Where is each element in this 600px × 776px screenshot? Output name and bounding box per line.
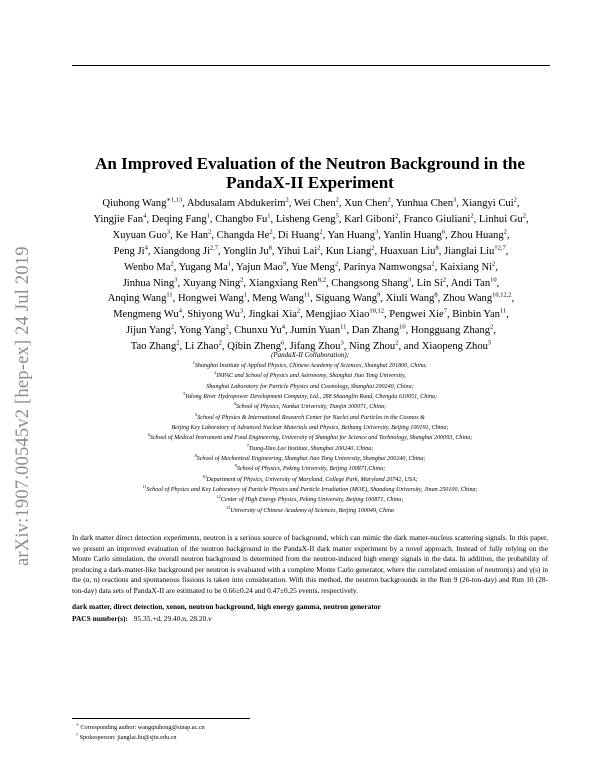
author-name: Xiangdong Ji	[153, 245, 210, 257]
affiliation-list	[70, 361, 550, 516]
footnote-mark: †	[76, 732, 79, 737]
author-name: Xiuli Wang	[385, 293, 435, 305]
author-affiliation-mark: 3	[453, 196, 457, 204]
author-name: Xiangxiang Ren	[248, 277, 318, 289]
author-name: Yihui Lai	[276, 245, 318, 257]
author-affiliation-mark: 4	[281, 323, 285, 331]
footnote-mark: ∗	[76, 722, 79, 727]
author-name: Jumin Yuan	[290, 325, 341, 337]
author-affiliation-mark: 1	[227, 260, 232, 268]
author-name: Yue Meng	[291, 261, 335, 273]
author-affiliation-mark: 2	[522, 212, 527, 220]
author-line: Peng Ji$^4$, Xiangdong Ji$^{2,7}$, Yonglin Ju$^8$, Yihui Lai$^2$, Kun Liang$^2$, Huaxuan Liu$^8$, Jianglai Liu$^{\dagger 2,7}$,	[113, 244, 509, 257]
affiliation-line	[70, 413, 550, 423]
author-name: Abdusalam Abdukerim	[186, 198, 286, 209]
author-affiliation-mark: 2	[296, 307, 301, 315]
author-affiliation-mark: 4	[178, 307, 182, 315]
header-rule	[72, 65, 550, 66]
affiliation-line	[70, 371, 550, 381]
author-name: Yunhua Chen	[395, 198, 454, 209]
author-affiliation-mark: 8	[434, 291, 438, 299]
affiliation-text: School of Medical Instrument and Food Engineering, University of Shanghai for Science and Technology, Shanghai 200093, China;	[149, 435, 473, 442]
author-name: Anqing Wang	[107, 293, 167, 305]
author-affiliation-mark: 2	[285, 196, 289, 204]
author-line: Xuyuan Guo$^3$, Ke Han$^2$, Changda He$^2$, Di Huang$^2$, Yan Huang$^3$, Yanlin Huang$^6$, Zhou Huang$^2$,	[112, 228, 510, 241]
affiliation-text: School of Physics and Key Laboratory of Particle Physics and Particle Irradiation (MOE), Shandong University, Jinan 250100, China;	[146, 487, 478, 494]
author-affiliation-mark: 1	[206, 212, 210, 220]
affiliation-line	[70, 402, 550, 412]
author-affiliation-mark: 3	[174, 276, 178, 283]
author-affiliation-mark: 3	[375, 228, 379, 236]
author-name: Lin Si	[416, 277, 443, 289]
author-affiliation-mark: 8,2	[317, 276, 326, 283]
author-name: Hongguang Zhang	[410, 325, 491, 337]
author-name: Mengmeng Wu	[113, 309, 179, 321]
affiliation-number: 11	[142, 484, 147, 490]
abstract: In dark matter direct detection experiments, neutron is a serious source of background, which can mimic the dark matter-nucleus scattering signals. In this paper, we present an improved evaluation of the neutron background in the PandaX-II dark matter experiment by a novel approach. Instead of fully relying on the Monte Carlo simulation, the overall neutron background is determined from the neutron-induced high energy signals in the data. In addition, the probability of producing a dark-matter-like background per neutron is evaluated with a complete Monte Carlo generator, where the correlated emission of neutron(s) and γ(s) in the (α, n) reactions and spontaneous fissions is taken into consideration. With this method, the neutron backgrounds in the Run 9 (26-ton-day) and Run 10 (28-ton-day) data sets of PandaX-II are estimated to be 0.66±0.24 and 0.47±0.25 events, respectively.	[72, 533, 548, 595]
title-line-1: An Improved Evaluation of the Neutron Background in the	[95, 154, 525, 173]
author-affiliation-mark: 2	[240, 276, 244, 283]
author-affiliation-mark: 2	[317, 244, 321, 252]
affiliation-number: 13	[226, 504, 231, 510]
author-affiliation-mark: 3	[239, 307, 244, 315]
author-affiliation-mark: 2	[371, 244, 375, 252]
author-affiliation-mark: 2	[442, 276, 447, 283]
author-name: Qiuhong Wang	[102, 198, 167, 209]
author-name: Jifang Zhou	[289, 341, 341, 353]
author-name: Meng Wang	[252, 293, 304, 305]
author-name: Yanlin Huang	[383, 229, 442, 241]
author-name: Xiaopeng Zhou	[421, 341, 488, 353]
affiliation-line	[70, 433, 550, 443]
affiliation-number: 4	[233, 401, 236, 407]
author-affiliation-mark: 2	[395, 212, 399, 220]
author-line: Tao Zhang$^2$, Li Zhao$^2$, Qibin Zheng$^6$, Jifang Zhou$^3$, Ning Zhou$^2$, and Xiaopeng Zhou$^5$	[130, 339, 492, 353]
footnote-text[interactable]: Spokesperson: jianglai.liu@sjtu.edu.cn	[79, 734, 177, 742]
author-affiliation-mark: 8	[435, 244, 439, 252]
author-name: Linhui Gu	[478, 213, 523, 225]
author-name: Mengjiao Xiao	[305, 309, 370, 321]
author-affiliation-mark: 3	[408, 276, 412, 283]
pacs-numbers	[72, 614, 548, 623]
arxiv-stamp[interactable]: arXiv:1907.00545v2 [hep-ex] 24 Jul 2019	[13, 246, 33, 566]
affiliation-number: 7	[246, 442, 249, 448]
author-line: Anqing Wang$^{11}$, Hongwei Wang$^1$, Meng Wang$^{11}$, Siguang Wang$^9$, Xiuli Wang$^8$, Zhou Wang$^{10,12,2}$,	[107, 291, 515, 305]
affiliation-line	[70, 392, 550, 402]
author-name: Li Zhao	[184, 341, 219, 353]
author-name: Hongwei Wang	[177, 293, 244, 305]
author-name: Jingkai Xia	[248, 309, 297, 321]
author-name: Changsong Shang	[331, 277, 409, 289]
affiliation-text: Department of Physics, University of Maryland, College Park, Maryland 20742, USA;	[206, 476, 418, 483]
affiliation-line	[70, 444, 550, 454]
author-name: Yajun Mao	[236, 261, 283, 273]
author-affiliation-mark: 6	[281, 339, 285, 347]
affiliation-number: 3	[182, 391, 185, 396]
author-affiliation-mark: 11	[340, 323, 347, 331]
pacs-label: PACS number(s):	[72, 614, 128, 623]
affiliation-text: Yalong River Hydropower Development Company, Ltd., 288 Shuanglin Road, Chengdu 610051, China;	[185, 394, 438, 401]
author-line: Mengmeng Wu$^4$, Shiyong Wu$^3$, Jingkai Xia$^2$, Mengjiao Xiao$^{10,12}$, Pengwei Xie$^7$, Binbin Yan$^{11}$,	[113, 307, 509, 321]
author-name: Yong Yang	[178, 325, 226, 337]
affiliation-text: School of Mechanical Engineering, Shanghai Jiao Tong University, Shanghai 200240, China;	[196, 456, 426, 463]
author-name: Kaixiang Ni	[439, 261, 493, 273]
author-affiliation-mark: 5	[335, 212, 339, 220]
author-affiliation-mark: 3	[166, 228, 171, 236]
footnote-corresponding	[76, 722, 205, 731]
author-line: Qiuhong Wang$^{∗1,13}$, Abdusalam Abdukerim$^2$, Wei Chen$^2$, Xun Chen$^2$, Yunhua Chen$^3$, Xiangyi Cui$^2$,	[102, 196, 520, 209]
author-affiliation-mark: 9	[377, 291, 381, 299]
author-affiliation-mark: 2	[269, 228, 273, 236]
author-name: Parinya Namwongsa	[343, 261, 432, 273]
author-affiliation-mark: ∗1,13	[166, 196, 183, 204]
author-name: Yingjie Fan	[93, 213, 144, 225]
affiliation-text: Center of High Energy Physics, Peking University, Beijing 100871, China;	[220, 497, 404, 504]
author-name: Yonglin Ju	[222, 245, 269, 257]
author-affiliation-mark: 2	[470, 212, 474, 220]
author-affiliation-mark: 10,12,2	[492, 291, 512, 299]
author-name: Dan Zhang	[351, 325, 400, 337]
author-name: Tao Zhang	[130, 341, 177, 353]
paper-title	[70, 154, 550, 192]
author-name: Jianglai Liu	[444, 245, 495, 257]
author-affiliation-mark: 10	[490, 276, 497, 283]
author-name: Wenbo Ma	[124, 261, 171, 273]
pacs-value: 95.35.+d, 29.40.n, 28.20.v	[133, 614, 212, 623]
affiliation-line	[70, 454, 550, 464]
author-name: Ke Han	[175, 229, 209, 241]
author-name: Karl Giboni	[344, 213, 396, 225]
author-name: Binbin Yan	[452, 309, 500, 321]
author-name: Huaxuan Liu	[379, 245, 436, 257]
author-affiliation-mark: 2	[513, 196, 517, 204]
author-affiliation-mark: 2	[319, 228, 323, 236]
affiliation-line	[70, 382, 550, 392]
affiliation-line	[70, 361, 550, 371]
affiliation-line	[70, 495, 550, 505]
affiliation-text: Beijing Key Laboratory of Advanced Nuclear Materials and Physics, Beihang University, Beijing 100191, China;	[171, 425, 449, 432]
author-affiliation-mark: 2	[208, 228, 212, 236]
author-name: Xiangyi Cui	[461, 198, 514, 209]
author-line: Yingjie Fan$^4$, Deqing Fang$^1$, Changbo Fu$^1$, Lisheng Geng$^5$, Karl Giboni$^2$, Franco Giuliani$^2$, Linhui Gu$^2$,	[93, 212, 529, 225]
author-affiliation-mark: 4	[143, 212, 147, 220]
author-affiliation-mark: 5	[487, 339, 492, 347]
affiliation-text: INPAC and School of Physics and Astronomy, Shanghai Jiao Tong University,	[216, 373, 406, 380]
author-list	[74, 196, 548, 355]
footnote-text[interactable]: Corresponding author: wangqiuhong@sinap.ac.cn	[80, 724, 205, 732]
affiliation-number: 1	[192, 359, 195, 365]
author-line: Jijun Yang$^2$, Yong Yang$^2$, Chunxu Yu$^4$, Jumin Yuan$^{11}$, Dan Zhang$^{10}$, Hongguang Zhang$^2$,	[126, 323, 496, 337]
affiliation-text: School of Physics & International Research Center for Nuclei and Particles in the Cosmos &	[197, 414, 425, 421]
author-affiliation-mark: 10	[399, 323, 406, 331]
author-affiliation-mark: 11	[499, 307, 507, 315]
author-name: Jijun Yang	[126, 325, 171, 337]
author-name: Franco Giuliani	[403, 213, 471, 225]
affiliation-number: 8	[194, 453, 197, 459]
affiliation-text: University of Chinese Academy of Sciences, Beijing 100049, China	[230, 507, 394, 514]
author-affiliation-mark: 8	[268, 244, 272, 252]
author-affiliation-mark: 3	[340, 339, 344, 347]
affiliation-number: 12	[216, 494, 221, 500]
author-name: Pengwei Xie	[389, 309, 444, 321]
author-name: Deqing Fang	[151, 213, 207, 225]
author-name: Chunxu Yu	[234, 325, 282, 337]
author-affiliation-mark: 2,7	[209, 244, 219, 252]
author-affiliation-mark: 1	[267, 212, 271, 220]
author-affiliation-mark: 2	[490, 323, 494, 331]
affiliation-text: School of Physics, Peking University, Beijing 100871,China;	[236, 466, 386, 473]
affiliation-number: 2	[214, 370, 217, 376]
author-affiliation-mark: 2	[431, 260, 435, 268]
author-name: Xun Chen	[344, 198, 388, 209]
author-name: Yugang Ma	[178, 261, 228, 273]
affiliation-line	[70, 485, 550, 495]
affiliation-text: Tsung-Dao Lee Institute, Shanghai 200240, China;	[248, 445, 374, 452]
affiliation-text: Shanghai Laboratory for Particle Physics and Cosmology, Shanghai 200240, China;	[206, 383, 414, 390]
author-affiliation-mark: 11	[303, 291, 311, 299]
footnote-spokesperson	[76, 732, 176, 741]
author-name: Shiyong Wu	[187, 309, 240, 321]
author-name: Yan Huang	[327, 229, 375, 241]
author-name: Ning Zhou	[349, 341, 396, 353]
author-affiliation-mark: 2	[170, 323, 175, 331]
author-name: Di Huang	[277, 229, 320, 241]
author-affiliation-mark: 2	[335, 196, 339, 204]
author-name: Changbo Fu	[215, 213, 268, 225]
author-name: Kun Liang	[325, 245, 372, 257]
author-affiliation-mark: 2	[334, 260, 339, 268]
author-affiliation-mark: 2	[387, 196, 391, 204]
author-affiliation-mark: 4	[144, 244, 148, 252]
author-name: Jinhua Ning	[122, 277, 175, 289]
author-affiliation-mark: 2	[170, 260, 174, 268]
author-name: Wei Chen	[293, 198, 336, 209]
affiliation-text: School of Physics, Nankai University, Tianjin 300071, China;	[235, 404, 387, 411]
affiliation-text: Shanghai Institute of Applied Physics, Chinese Academy of Sciences, Shanghai 201800, China;	[194, 363, 428, 369]
author-affiliation-mark: 6	[441, 228, 446, 236]
author-name: Zhou Huang	[450, 229, 504, 241]
author-affiliation-mark: 2	[492, 260, 496, 268]
author-line: Jinhua Ning$^3$, Xuyang Ning$^2$, Xiangxiang Ren$^{8,2}$, Changsong Shang$^3$, Lin Si$^2$, Andi Tan$^{10}$,	[122, 276, 500, 289]
author-affiliation-mark: 11	[166, 291, 173, 299]
author-name: Andi Tan	[450, 277, 491, 289]
author-affiliation-mark: 9	[282, 260, 287, 268]
author-name: Xuyuan Guo	[112, 229, 167, 241]
author-line: Wenbo Ma$^2$, Yugang Ma$^1$, Yajun Mao$^9$, Yue Meng$^2$, Parinya Namwongsa$^2$, Kaixiang Ni$^2$,	[124, 260, 498, 273]
author-affiliation-mark: 2	[395, 339, 399, 347]
author-affiliation-mark: †2,7	[494, 244, 506, 252]
affiliation-line	[70, 464, 550, 474]
author-affiliation-mark: 7	[443, 307, 447, 315]
affiliation-number: 9	[234, 463, 237, 469]
author-name: Siguang Wang	[315, 293, 378, 305]
author-affiliation-mark: 1	[243, 291, 247, 299]
author-affiliation-mark: 10,12	[369, 307, 384, 315]
author-affiliation-mark: 2	[218, 339, 222, 347]
affiliation-number: 6	[147, 432, 150, 438]
title-line-2: PandaX-II Experiment	[226, 173, 394, 192]
author-name: Changda He	[216, 229, 270, 241]
footnote-rule	[72, 718, 250, 719]
author-name: Peng Ji	[113, 245, 145, 257]
collaboration-name: (PandaX-II Collaboration);	[271, 351, 349, 359]
author-affiliation-mark: 2	[225, 323, 229, 331]
affiliation-number: 5	[195, 411, 198, 417]
affiliation-number: 10	[202, 473, 207, 479]
affiliation-line	[70, 506, 550, 516]
author-name: Xuyang Ning	[182, 277, 241, 289]
author-affiliation-mark: 2	[503, 228, 507, 236]
author-name: Zhou Wang	[442, 293, 493, 305]
author-affiliation-mark: 2	[176, 339, 180, 347]
keywords: dark matter, direct detection, xenon, neutron background, high energy gamma, neutron generator	[72, 602, 381, 611]
author-name: Lisheng Geng	[275, 213, 336, 225]
author-name: Qibin Zheng	[227, 341, 282, 353]
affiliation-line	[70, 423, 550, 433]
